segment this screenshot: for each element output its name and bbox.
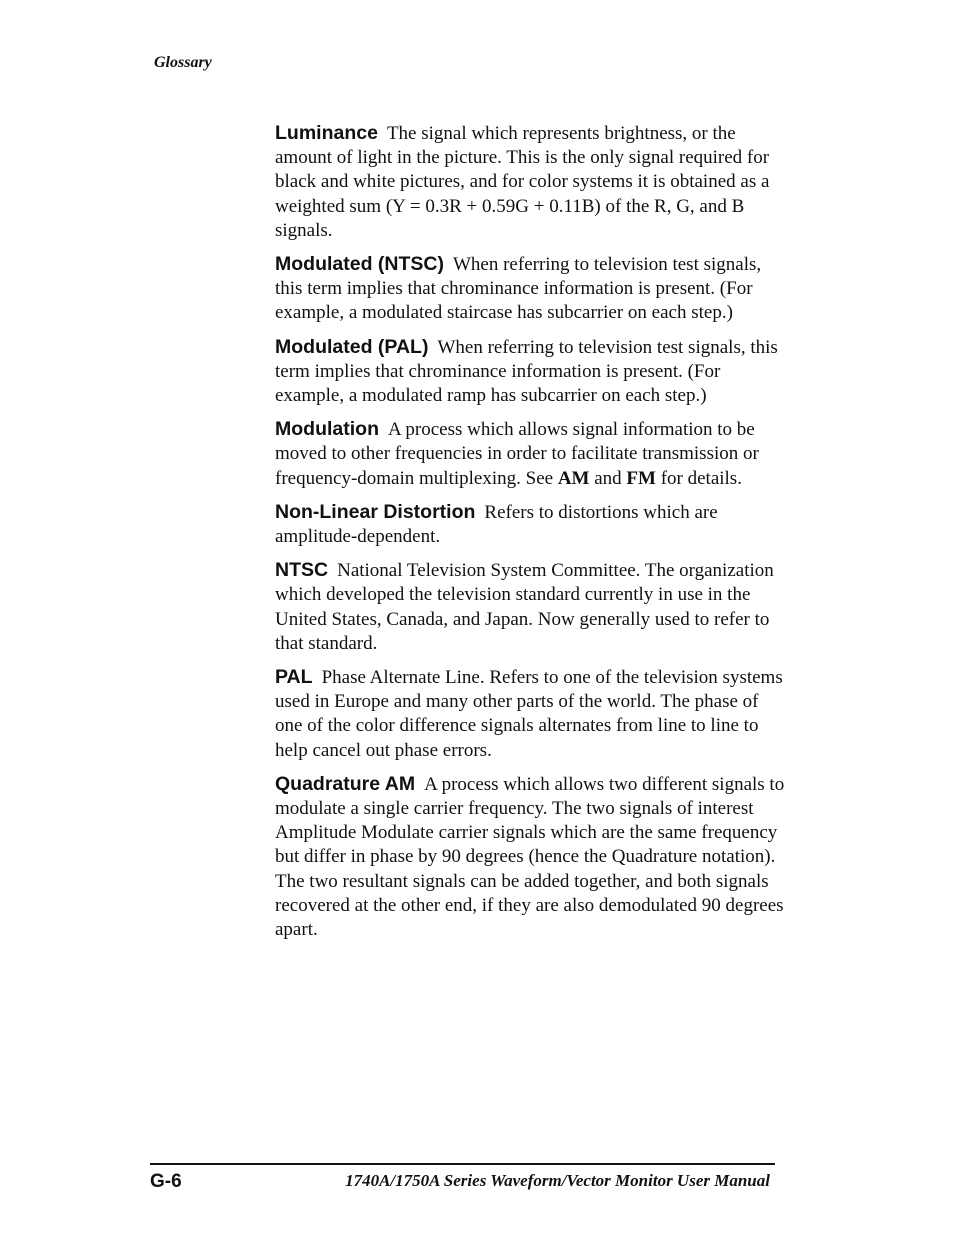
glossary-entry-luminance	[275, 121, 785, 243]
glossary-entry-modulated-pal	[275, 335, 785, 409]
running-header: Glossary	[154, 54, 212, 71]
glossary-term: Modulation	[275, 418, 379, 441]
cross-reference-am: AM	[557, 467, 590, 489]
cross-reference-fm: FM	[626, 467, 656, 489]
glossary-entry-non-linear-distortion	[275, 500, 785, 549]
glossary-term: NTSC	[275, 559, 329, 582]
glossary-definition: The signal which represents brightness, or the amount of light in the picture. This is the only signal required for black and white pictures, and for color systems it is obtained as a weighted sum (Y = 0.3R + 0.59G + 0.11B) of the R, G, and B signals.	[275, 123, 770, 241]
glossary-definition: National Television System Committee. The organization which developed the television standard currently in use in the United States, Canada, and Japan. Now generally used to refer to that standard.	[275, 560, 774, 654]
definition-text: for details.	[660, 467, 742, 489]
glossary-definition: Refers to distortions which are amplitude-dependent.	[275, 501, 718, 548]
glossary-entry-quadrature-am	[275, 772, 785, 942]
glossary-entry-ntsc	[275, 558, 785, 656]
glossary-term: Non-Linear Distortion	[275, 500, 476, 523]
manual-title: 1740A/1750A Series Waveform/Vector Monitor User Manual	[345, 1171, 770, 1190]
glossary-term: Quadrature AM	[275, 772, 416, 795]
glossary-entry-modulated-ntsc	[275, 252, 785, 326]
footer-divider	[150, 1163, 775, 1165]
glossary-term: Modulated (PAL)	[275, 335, 429, 358]
glossary-term: Luminance	[275, 122, 378, 144]
glossary-entry-modulation	[275, 417, 785, 491]
glossary-entry-pal	[275, 665, 785, 763]
glossary-definition: A process which allows two different signals to modulate a single carrier frequency. The two signals of interest Amplitude Modulate carrier signals which are the same frequency but differ in phase by 90 degrees (hence the Quadrature notation). The two resultant signals can be added together, and both signals recovered at the other end, if they are also demodulated 90 degrees apart.	[275, 773, 785, 941]
glossary-definition: When referring to television test signals, this term implies that chrominance information is present. (For example, a modulated staircase has subcarrier on each step.)	[275, 254, 762, 324]
glossary-definition: When referring to television test signals, this term implies that chrominance information is present. (For example, a modulated ramp has subcarrier on each step.)	[275, 336, 778, 407]
glossary-term: PAL	[275, 666, 313, 689]
page-number: G-6	[150, 1171, 182, 1192]
definition-text: A process which allows signal information to be moved to other frequencies in order to facilitate transmission or frequency-domain multiplexing. See	[275, 419, 759, 489]
definition-text: and	[594, 467, 622, 489]
glossary-definition: Phase Alternate Line. Refers to one of the television systems used in Europe and many other parts of the world. The phase of one of the color difference signals alternates from line to line to help cancel out phase errors.	[275, 667, 783, 761]
glossary-term: Modulated (NTSC)	[275, 253, 444, 276]
glossary-entries	[275, 121, 785, 951]
